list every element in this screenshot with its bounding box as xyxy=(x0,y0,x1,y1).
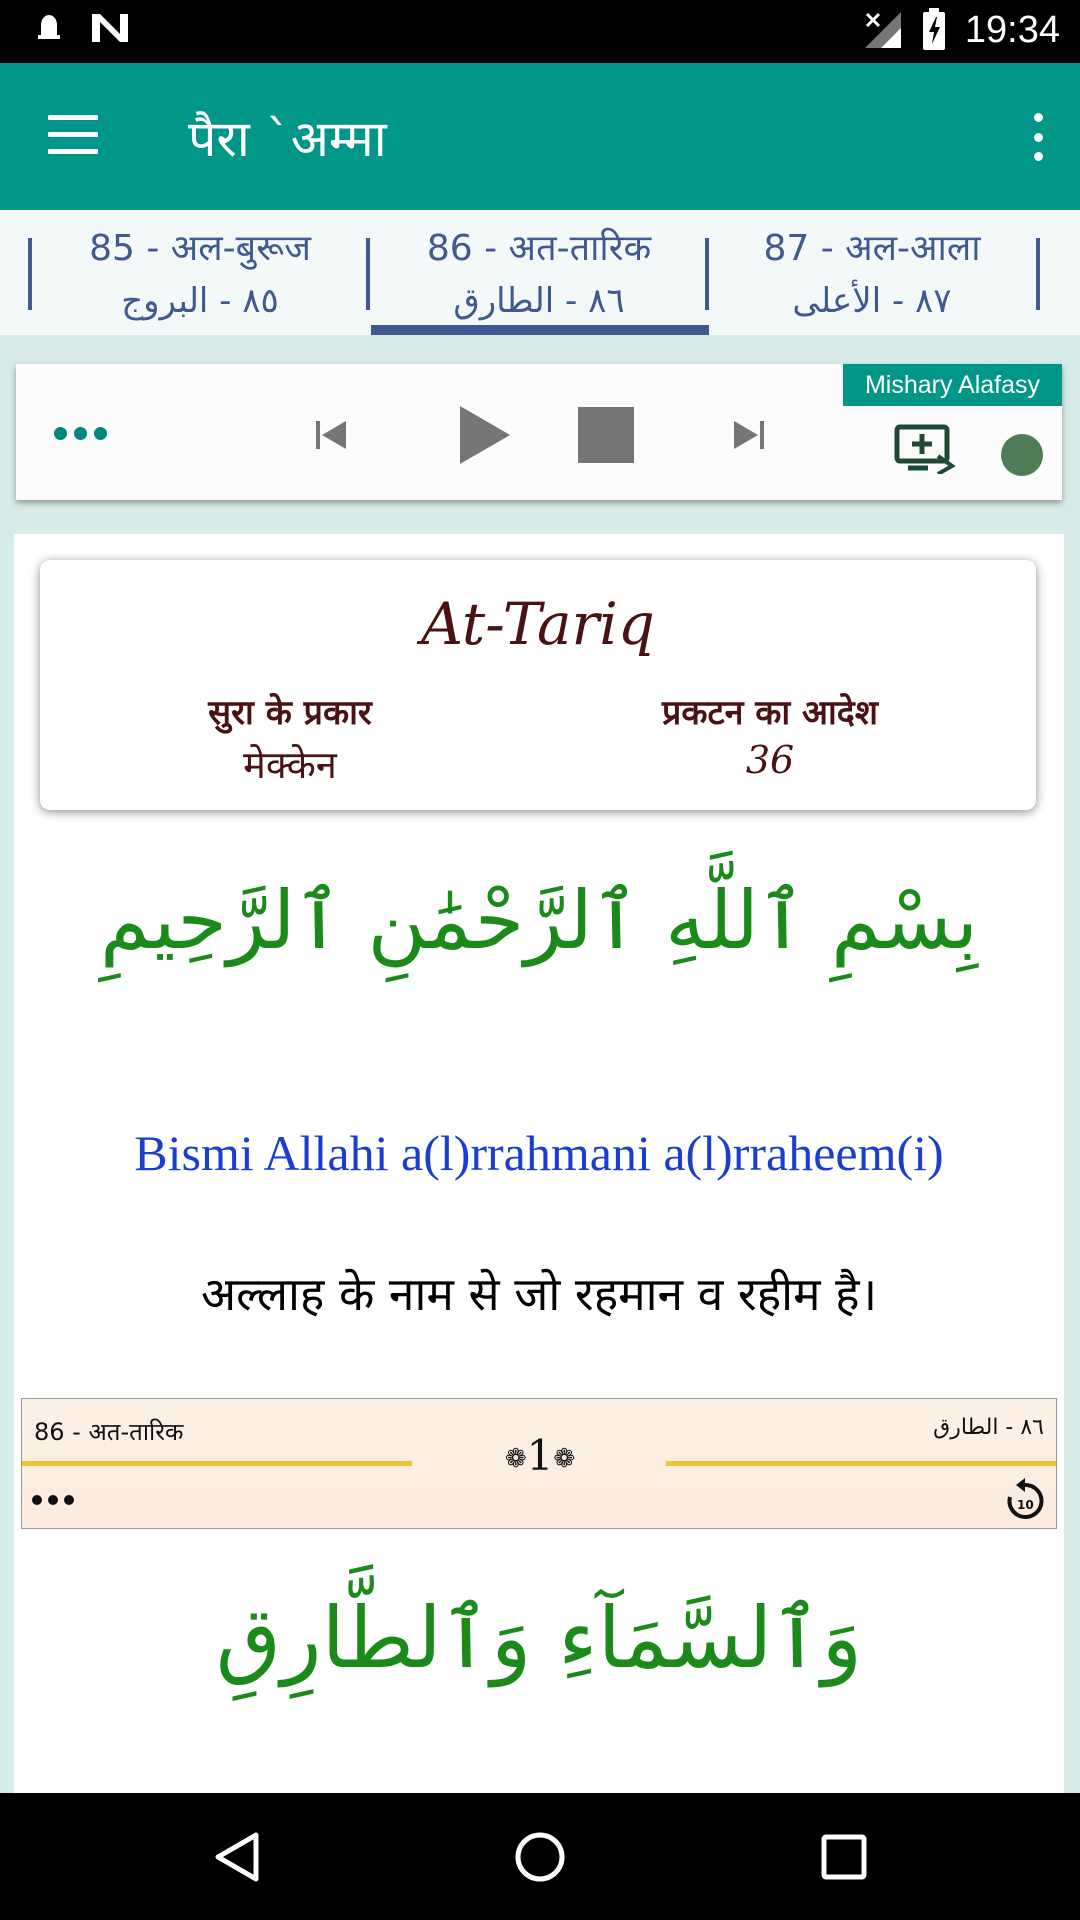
status-bar xyxy=(0,0,1080,63)
bismillah-transliteration: Bismi Allahi a(l)rrahmani a(l)rraheem(i) xyxy=(134,1125,944,1181)
surah-type xyxy=(90,688,490,790)
tab-label-hindi: 87 - अल-आला xyxy=(763,228,981,269)
surah-tabs xyxy=(0,210,1080,335)
tab-divider xyxy=(1036,238,1040,310)
skip-previous-icon[interactable] xyxy=(312,415,352,455)
replay-10-icon[interactable] xyxy=(1004,1477,1046,1521)
bismillah-translation: अल्लाह के नाम से जो रहमान व रहीम है। xyxy=(200,1267,878,1321)
revelation-order xyxy=(570,688,970,782)
ornament-left-icon: ❁ xyxy=(504,1444,527,1474)
navigation-bar xyxy=(0,1793,1080,1920)
recents-icon[interactable] xyxy=(821,1834,867,1880)
skip-next-icon[interactable] xyxy=(728,415,768,455)
back-icon[interactable] xyxy=(212,1831,262,1883)
overflow-menu-icon[interactable] xyxy=(1028,113,1048,161)
ayah-arabic-text: وَٱلسَّمَآءِ وَٱلطَّارِقِ xyxy=(215,1589,863,1687)
tab-label-arabic: ٨٧ - الأعلى xyxy=(792,281,952,321)
tab-surah-86[interactable] xyxy=(370,210,708,335)
notification-icon xyxy=(36,13,62,43)
stop-icon[interactable] xyxy=(578,407,634,463)
surah-info-card xyxy=(40,560,1036,810)
tab-label-arabic: ٨٦ - الطارق xyxy=(453,281,625,321)
ayah-number: 1 xyxy=(526,1431,554,1480)
selected-tab-indicator xyxy=(371,325,709,335)
tab-label-hindi: 86 - अत-तारिक xyxy=(426,228,652,269)
home-icon[interactable] xyxy=(514,1831,566,1883)
reciter-selector[interactable]: Mishary Alafasy xyxy=(843,364,1062,406)
more-dots-icon[interactable] xyxy=(54,427,107,440)
svg-text:10: 10 xyxy=(1017,1498,1034,1512)
n-icon xyxy=(90,12,130,44)
status-time: 19:34 xyxy=(964,8,1060,51)
revelation-order-value: 36 xyxy=(745,738,795,782)
ayah-number-badge xyxy=(490,1431,590,1480)
status-dot xyxy=(1001,434,1043,476)
revelation-order-label: प्रकटन का आदेश xyxy=(662,693,878,733)
ayah-divider-right xyxy=(666,1461,1056,1466)
surah-title: At-Tariq xyxy=(421,590,655,658)
ayah-surah-arabic: ٨٦ - الطارق xyxy=(933,1415,1044,1440)
ayah-more-dots-icon[interactable] xyxy=(32,1495,74,1505)
audio-player xyxy=(16,364,1062,500)
surah-page xyxy=(14,534,1064,1793)
add-to-queue-icon[interactable] xyxy=(894,424,956,474)
ayah-surah-hindi: 86 - अत-तारिक xyxy=(34,1418,184,1446)
ayah-divider-left xyxy=(22,1461,412,1466)
bismillah-arabic: بِسْمِ ٱللَّهِ ٱلرَّحْمَٰنِ ٱلرَّحِيمِ xyxy=(99,874,978,967)
app-title: पैरा `अम्मा xyxy=(188,110,387,168)
battery-charging-icon xyxy=(921,8,947,52)
tab-surah-87[interactable] xyxy=(709,210,1035,335)
surah-type-value: मेक्केन xyxy=(243,743,337,787)
tab-label-arabic: ٨٥ - البروج xyxy=(121,281,279,321)
play-icon[interactable] xyxy=(454,404,514,466)
tab-label-hindi: 85 - अल-बुरूज xyxy=(89,228,311,269)
hamburger-menu-icon[interactable] xyxy=(48,115,98,155)
surah-type-label: सुरा के प्रकार xyxy=(208,693,372,733)
app-bar xyxy=(0,63,1080,210)
ornament-right-icon: ❁ xyxy=(553,1444,576,1474)
ayah-header xyxy=(21,1398,1057,1529)
tab-surah-85[interactable] xyxy=(32,210,368,335)
signal-icon xyxy=(863,10,903,50)
